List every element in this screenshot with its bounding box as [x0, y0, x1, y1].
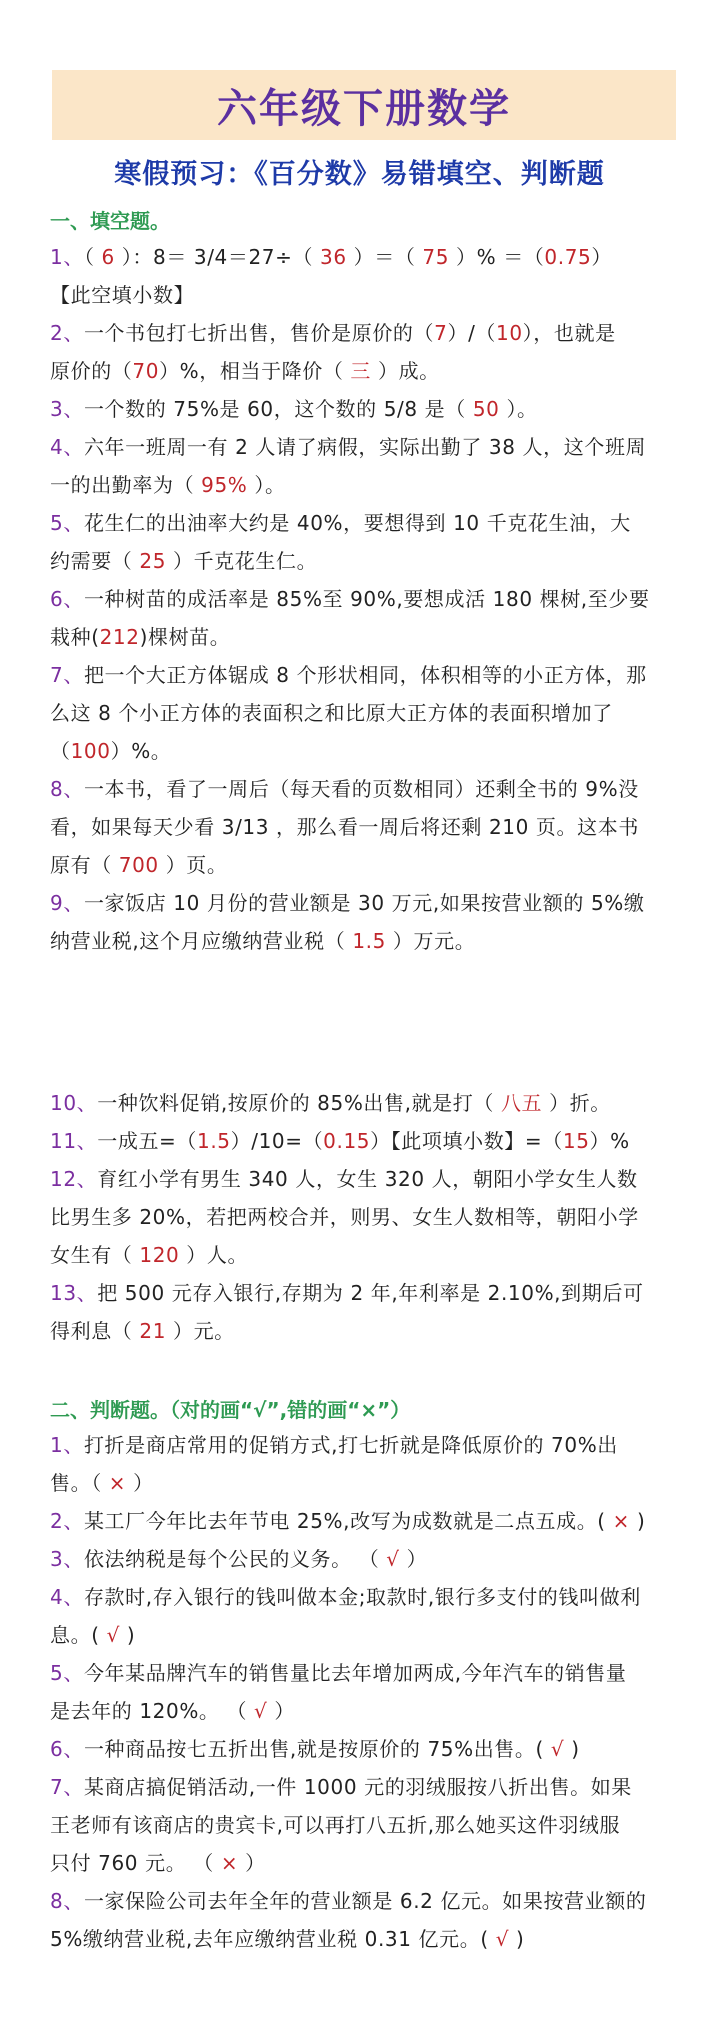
- question-9: 9、一家饭店 10 月份的营业额是 30 万元,如果按营业额的 5%缴: [50, 891, 645, 915]
- judge-8: 8、一家保险公司去年全年的营业额是 6.2 亿元。如果按营业额的: [50, 1889, 647, 1913]
- judge-2: 2、某工厂今年比去年节电 25%,改写为成数就是二点五成。( × ): [50, 1509, 646, 1533]
- answer: 700: [111, 853, 166, 877]
- answer: 120: [132, 1243, 187, 1267]
- judge-1-cont: 售。（ × ）: [50, 1471, 154, 1495]
- answer: 70: [132, 359, 160, 383]
- answer: 0.15: [323, 1129, 371, 1153]
- question-9-cont: 纳营业税,这个月应缴纳营业税（ 1.5 ）万元。: [50, 929, 476, 953]
- judge-1: 1、打折是商店常用的促销方式,打七折就是降低原价的 70%出: [50, 1433, 618, 1457]
- question-13: 13、把 500 元存入银行,存期为 2 年,年利率是 2.10%,到期后可: [50, 1281, 644, 1305]
- answer: ×: [101, 1471, 134, 1495]
- answer: 三: [343, 359, 378, 383]
- title-banner: [52, 70, 676, 140]
- question-8: 8、一本书，看了一周后（每天看的页数相同）还剩全书的 9%没: [50, 777, 639, 801]
- answer: 100: [70, 739, 111, 763]
- question-5: 5、花生仁的出油率大约是 40%，要想得到 10 千克花生油，大: [50, 511, 631, 535]
- question-7: 7、把一个大正方体锯成 8 个形状相同，体积相等的小正方体，那: [50, 663, 647, 687]
- question-11: 11、一成五=（1.5）/10=（0.15）【此项填小数】=（15）%: [50, 1129, 630, 1153]
- judge-5: 5、今年某品牌汽车的销售量比去年增加两成,今年汽车的销售量: [50, 1661, 627, 1685]
- question-12-cont: 比男生多 20%，若把两校合并，则男、女生人数相等，朝阳小学: [50, 1205, 639, 1229]
- answer: 36: [313, 245, 354, 269]
- question-2-cont: 原价的（70）%，相当于降价（ 三 ）成。: [50, 359, 440, 383]
- judge-7-cont: 王老师有该商店的贵宾卡,可以再打八五折,那么她买这件羽绒服: [50, 1813, 621, 1837]
- judge-8-cont: 5%缴纳营业税,去年应缴纳营业税 0.31 亿元。( √ ): [50, 1927, 525, 1951]
- answer: 0.75: [544, 245, 592, 269]
- answer: 25: [132, 549, 173, 573]
- question-8-cont2: 原有（ 700 ）页。: [50, 853, 228, 877]
- answer: √: [247, 1699, 275, 1723]
- answer: √: [488, 1927, 516, 1951]
- page-subtitle: 寒假预习：《百分数》易错填空、判断题: [114, 159, 605, 190]
- question-7-cont: 么这 8 个小正方体的表面积之和比原大正方体的表面积增加了: [50, 701, 613, 725]
- question-1-note: 【此空填小数】: [50, 283, 195, 307]
- section-heading-judge: 二、判断题。（对的画“√”,错的画“×”）: [50, 1398, 411, 1422]
- question-7-cont2: （100）%。: [50, 739, 172, 763]
- answer: √: [543, 1737, 572, 1761]
- question-12-cont2: 女生有（ 120 ）人。: [50, 1243, 249, 1267]
- answer: 八五: [493, 1091, 550, 1115]
- question-3: 3、一个数的 75%是 60，这个数的 5/8 是（ 50 ）。: [50, 397, 538, 421]
- question-4-cont: 一的出勤率为（ 95% ）。: [50, 473, 286, 497]
- judge-7: 7、某商店搞促销活动,一件 1000 元的羽绒服按八折出售。如果: [50, 1775, 632, 1799]
- question-2: 2、一个书包打七折出售，售价是原价的（7）/（10），也就是: [50, 321, 616, 345]
- answer: 6: [94, 245, 122, 269]
- answer: 10: [496, 321, 523, 345]
- judge-4-cont: 息。( √ ): [50, 1623, 136, 1647]
- answer: ×: [605, 1509, 637, 1533]
- judge-4: 4、存款时,存入银行的钱叫做本金;取款时,银行多支付的钱叫做利: [50, 1585, 641, 1609]
- answer: 21: [132, 1319, 173, 1343]
- answer: ×: [213, 1851, 246, 1875]
- question-5-cont: 约需要（ 25 ）千克花生仁。: [50, 549, 318, 573]
- answer: 212: [99, 625, 140, 649]
- judge-5-cont: 是去年的 120%。 （ √ ）: [50, 1699, 295, 1723]
- judge-3: 3、依法纳税是每个公民的义务。 （ √ ）: [50, 1547, 428, 1571]
- answer: 1.5: [345, 929, 393, 953]
- answer: 7: [434, 321, 448, 345]
- question-8-cont: 看，如果每天少看 3/13 ，那么看一周后将还剩 210 页。这本书: [50, 815, 639, 839]
- judge-6: 6、一种商品按七五折出售,就是按原价的 75%出售。( √ ): [50, 1737, 580, 1761]
- answer: √: [379, 1547, 407, 1571]
- answer: 15: [562, 1129, 590, 1153]
- answer: 75: [415, 245, 457, 269]
- answer: 1.5: [197, 1129, 231, 1153]
- judge-7-cont2: 只付 760 元。 （ × ）: [50, 1851, 266, 1875]
- question-6-cont: 栽种(212)棵树苗。: [50, 625, 231, 649]
- question-6: 6、一种树苗的成活率是 85%至 90%,要想成活 180 棵树,至少要: [50, 587, 650, 611]
- page-title: 六年级下册数学: [217, 85, 511, 132]
- section-heading-fill: 一、填空题。: [50, 209, 170, 233]
- answer: 95%: [194, 473, 255, 497]
- question-1: 1、（ 6 ）：8＝ 3/4＝27÷（ 36 ）＝（ 75 ）% ＝（0.75）: [50, 245, 612, 269]
- question-4: 4、六年一班周一有 2 人请了病假，实际出勤了 38 人，这个班周: [50, 435, 647, 459]
- question-13-cont: 得利息（ 21 ）元。: [50, 1319, 235, 1343]
- answer: 50: [465, 397, 507, 421]
- question-10: 10、一种饮料促销,按原价的 85%出售,就是打（ 八五 ）折。: [50, 1091, 611, 1115]
- answer: √: [99, 1623, 127, 1647]
- question-12: 12、育红小学有男生 340 人，女生 320 人，朝阳小学女生人数: [50, 1167, 638, 1191]
